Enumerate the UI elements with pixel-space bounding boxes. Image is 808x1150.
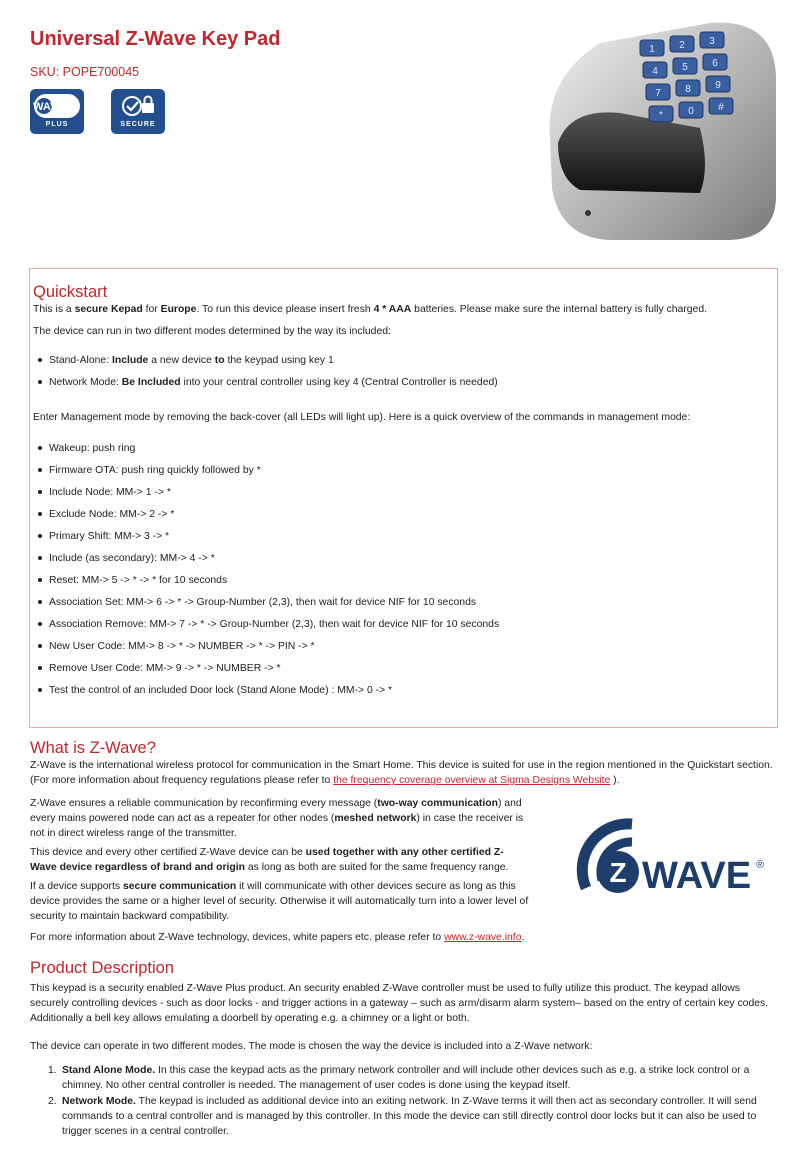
list-item [35, 353, 498, 375]
text: (For more information about frequency regulations please refer to [30, 775, 334, 787]
item-bold: to [214, 355, 225, 366]
list-item: Include (as secondary): MM-> 4 -> * [35, 551, 499, 573]
item-text: Stand-Alone: [49, 355, 112, 366]
list-item: Firmware OTA: push ring quickly followed by * [35, 463, 499, 485]
bold: meshed network [334, 813, 417, 825]
intro-text: . To run this device please insert fresh [196, 304, 374, 315]
text: ). [613, 775, 620, 787]
item-text: a new device [148, 355, 215, 366]
keypad-key-label: * [659, 110, 663, 121]
zwave-logo-icon [556, 810, 772, 906]
text: ) in case the receiver is not in direct wireless range of the transmitter. [30, 813, 524, 840]
quickstart-title: Quickstart [33, 283, 108, 301]
modes-intro: The device can run in two different modes determined by the way its included: [33, 326, 391, 337]
item-number: 1. [48, 1065, 57, 1076]
keypad-key-label: 2 [679, 40, 685, 51]
item-bold: Include [111, 355, 149, 366]
zwave-p1b [30, 773, 780, 788]
list-item: Remove User Code: MM-> 9 -> * -> NUMBER -> * [35, 661, 499, 683]
intro-bold: secure Kepad [74, 304, 143, 315]
intro-bold: 4 * AAA [373, 304, 412, 315]
intro-text: batteries. Please make sure the internal battery is fully charged. [411, 304, 708, 315]
text: For more information about Z-Wave technology, devices, white papers etc. please refer to [30, 932, 445, 943]
list-item: Test the control of an included Door lock (Stand Alone Mode) : MM-> 0 -> * [35, 683, 499, 705]
sku-label: SKU: POPE700045 [30, 65, 140, 79]
modes-list [35, 353, 498, 397]
text: This device and every other certified Z-Wave device can be [30, 847, 306, 858]
zwave-info-link[interactable]: www.z-wave.info [444, 932, 522, 943]
secure-badge-label: SECURE [120, 120, 156, 128]
product-description-title: Product Description [30, 959, 174, 977]
keypad-key-label: 1 [649, 44, 655, 55]
product-paragraph-2: The device can operate in two different modes. The mode is chosen the way the device is included into a Z-Wave network: [30, 1041, 593, 1052]
list-item [35, 375, 498, 397]
item-text: Network Mode: [49, 377, 122, 388]
list-item: Exclude Node: MM-> 2 -> * [35, 507, 499, 529]
plus-badge-label: PLUS [45, 120, 69, 128]
item-text: The keypad is included as additional device into an exiting network. In Z-Wave terms it will then act as secondary controller. It will send commands to a central controller and is managed by this controller. In this mode the device can still directly control door locks but it can also be used to trigger scenes in a central controller. [62, 1096, 757, 1138]
shield-lock-icon [111, 89, 165, 123]
text: as long as both are suited for the same frequency range. [245, 862, 509, 874]
zwave-paragraph-2 [30, 796, 530, 841]
product-paragraph-1: This keypad is a security enabled Z-Wave Plus product. An security enabled Z-Wave controller must be used to fully utilize this product. The keypad allows securely controlling devices - such as door locks - and trigger actions in a gateway – such as arm/disarm alarm system– based on the entry of certain key codes. Additionally a bell key allows emulating a doorbell by operating e.g. a chimney or a light or both. [30, 983, 769, 1025]
item-bold: Be Included [121, 377, 181, 388]
item-title: Network Mode. [62, 1096, 136, 1108]
list-item: New User Code: MM-> 8 -> * -> NUMBER -> * -> PIN -> * [35, 639, 499, 661]
frequency-coverage-link[interactable]: the frequency coverage overview at Sigma Designs Website [333, 775, 611, 787]
product-modes-list [30, 1063, 780, 1140]
list-item: Primary Shift: MM-> 3 -> * [35, 529, 499, 551]
keypad-key-label: 5 [682, 62, 688, 73]
management-intro: Enter Management mode by removing the back-cover (all LEDs will light up). Here is a quick overview of the commands in management mode: [33, 412, 691, 423]
zwave-paragraph-3 [30, 845, 530, 875]
keypad-key-label: # [718, 102, 724, 113]
list-item: Association Remove: MM-> 7 -> * -> Group-Number (2,3), then wait for device NIF for 10 seconds [35, 617, 499, 639]
zwave-plus-badge [23, 89, 84, 134]
intro-bold: Europe [160, 304, 197, 315]
commands-list [35, 441, 499, 705]
keypad-key-label: 6 [712, 58, 718, 69]
item-number: 2. [48, 1096, 57, 1108]
keypad-key-label: 4 [652, 66, 658, 77]
list-item: Reset: MM-> 5 -> * -> * for 10 seconds [35, 573, 499, 595]
quickstart-box [29, 268, 778, 728]
text: Z-Wave ensures a reliable communication by reconfirming every message ( [30, 798, 378, 809]
zwave-paragraph-5 [30, 930, 550, 945]
item-text: into your central controller using key 4 (Central Controller is needed) [180, 377, 498, 388]
list-item [30, 1094, 780, 1139]
intro-text: for [142, 304, 161, 315]
keypad-key-label: 8 [685, 84, 691, 95]
list-item [30, 1063, 780, 1093]
zwave-logo-registered: ® [756, 859, 765, 871]
keypad-key-label: 9 [715, 80, 721, 91]
keypad-key-label: 7 [655, 88, 661, 99]
zwave-logo-z: Z [609, 857, 627, 888]
zwave-logo-text: WAVE [642, 855, 752, 897]
text: . [521, 932, 525, 943]
list-item: Wakeup: push ring [35, 441, 499, 463]
keypad-device-image [540, 18, 780, 253]
plus-logo-z: Z WAVE [23, 101, 65, 113]
item-title: Stand Alone Mode. [62, 1065, 156, 1076]
zwave-paragraph-1 [30, 758, 780, 788]
keypad-key-label: 0 [688, 106, 694, 117]
list-item: Include Node: MM-> 1 -> * [35, 485, 499, 507]
bold: used together with any other certified Z-Wave device regardless of brand and origin [30, 847, 504, 874]
text: ) and every mains powered node can act as a repeater for other nodes ( [30, 798, 522, 825]
text: it will communicate with other devices secure as long as this device provides the same or a higher level of security. Otherwise it will automatically turn into a lower level of security to maintain backward compatibility. [30, 881, 529, 923]
zwave-section-title: What is Z-Wave? [30, 739, 156, 757]
quickstart-intro [33, 302, 773, 317]
keypad-key-label: 3 [709, 36, 715, 47]
zwave-secure-badge [111, 89, 165, 134]
item-text: the keypad using key 1 [224, 355, 334, 366]
bold: two-way communication [377, 798, 498, 809]
intro-text: This is a [33, 304, 75, 315]
text: If a device supports [30, 881, 123, 892]
page-title: Universal Z-Wave Key Pad [30, 28, 281, 50]
list-item: Association Set: MM-> 6 -> * -> Group-Number (2,3), then wait for device NIF for 10 seconds [35, 595, 499, 617]
item-text: In this case the keypad acts as the primary network controller and will include other devices such as e.g. a strike lock control or a chimney. No other central controller is needed. The management of user codes is done using the keypad itself. [62, 1065, 750, 1092]
zwave-plus-logo-icon [23, 89, 84, 123]
zwave-paragraph-4 [30, 879, 530, 924]
zwave-p1-text: Z-Wave is the international wireless protocol for communication in the Smart Home. This device is suited for use in the region mentioned in the Quickstart section. [30, 760, 773, 771]
bold: secure communication [123, 881, 237, 892]
